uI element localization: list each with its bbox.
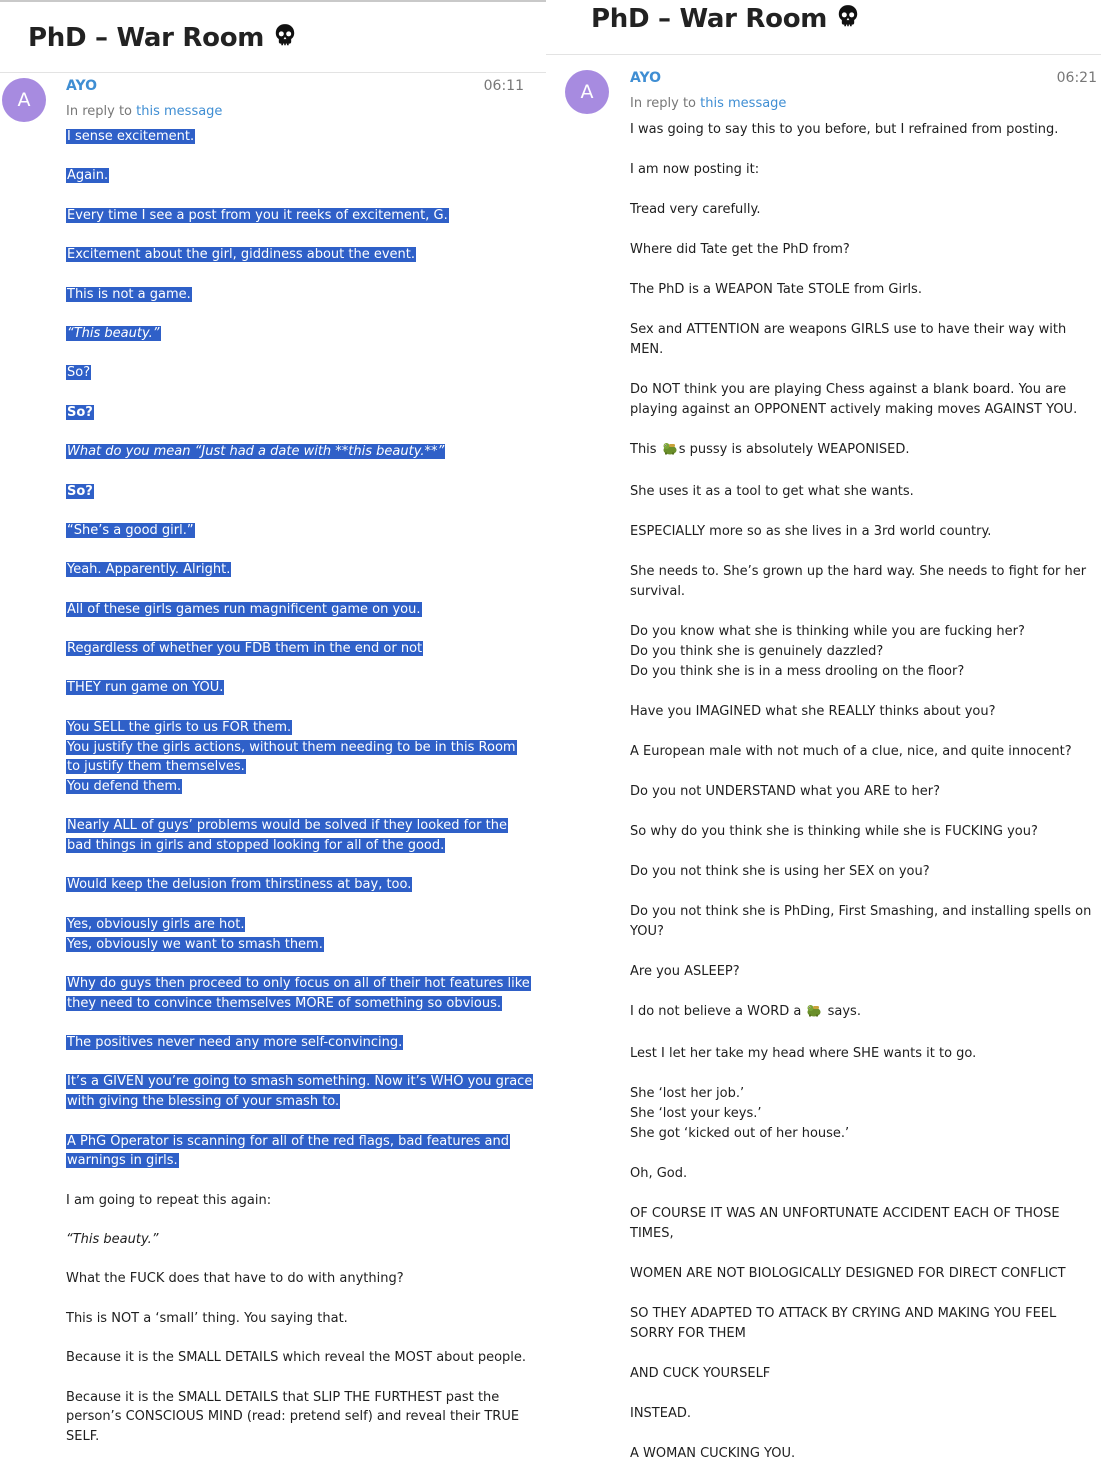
message-paragraph: [66, 403, 536, 423]
message-text: Because it is the SMALL DETAILS that SLIP THE FURTHEST past the person’s CONSCIOUS MIND (read: pretend self) and reveal their TRUE SELF.: [66, 1389, 520, 1444]
message-text: Where did Tate get the PhD from?: [630, 242, 850, 257]
message-text: Yeah. Apparently. Alright.: [67, 562, 231, 578]
message-text: This is not a game.: [67, 286, 191, 302]
chat-title-text: PhD – War Room: [591, 4, 828, 34]
message-paragraph: [66, 166, 536, 186]
message-text: ESPECIALLY more so as she lives in a 3rd world country.: [630, 524, 992, 539]
message-text: I do not believe a WORD a says.: [630, 1004, 861, 1019]
message-paragraph: [630, 1044, 1100, 1064]
avatar[interactable]: A: [565, 70, 609, 114]
message-paragraph: [630, 862, 1100, 882]
chat-header: [0, 2, 546, 73]
message-text: I am now posting it:: [630, 162, 760, 177]
message-text: I was going to say this to you before, but I refrained from posting.: [630, 122, 1059, 137]
message-text: Do you not think she is using her SEX on you?: [630, 864, 930, 879]
message-text: Yes, obviously girls are hot. Yes, obviously we want to smash them.: [67, 916, 323, 952]
message-paragraph: [630, 482, 1100, 502]
message-text: She needs to. She’s grown up the hard way. She needs to fight for her survival.: [630, 564, 1087, 599]
message-text: You SELL the girls to us FOR them. You justify the girls actions, without them needing to be in this Room to justify them themselves. You defend them.: [67, 719, 516, 794]
reply-prefix: In reply to: [630, 96, 697, 111]
message-paragraph: [630, 240, 1100, 260]
right-chat-panel: [546, 0, 1101, 1461]
message-text: Oh, God.: [630, 1166, 688, 1181]
message-text: This s pussy is absolutely WEAPONISED.: [630, 442, 910, 457]
message-text: The PhD is a WEAPON Tate STOLE from Girls.: [630, 282, 922, 297]
message-paragraph: [66, 363, 536, 383]
message-paragraph: [66, 816, 536, 855]
message-text: Lest I let her take my head where SHE wants it to go.: [630, 1046, 977, 1061]
message-paragraph: [66, 718, 536, 797]
message-timestamp: 06:11: [483, 78, 524, 94]
message-text: It’s a GIVEN you’re going to smash something. Now it’s WHO you grace with giving the blessing of your smash to.: [67, 1074, 533, 1110]
message-paragraph: [630, 562, 1100, 602]
message-text: I sense excitement.: [67, 129, 195, 144]
message-paragraph: [66, 442, 536, 462]
sender-name[interactable]: AYO: [630, 70, 662, 86]
left-chat-panel: [0, 0, 546, 1442]
message-paragraph: [66, 600, 536, 620]
message-text: Do NOT think you are playing Chess against a blank board. You are playing against an OPPONENT actively making moves AGAINST YOU.: [630, 382, 1078, 417]
message-body: [66, 127, 536, 1466]
message-text: Do you know what she is thinking while you are fucking her? Do you think she is genuinely dazzled? Do you think she is in a mess drooling on the floor?: [630, 624, 1025, 679]
message-text: AND CUCK YOURSELF: [630, 1366, 771, 1381]
message-paragraph: [66, 1309, 536, 1329]
message-text: “She’s a good girl.”: [67, 522, 194, 538]
message-text: So why do you think she is thinking while she is FUCKING you?: [630, 824, 1038, 839]
message-paragraph: [630, 1264, 1100, 1284]
message-text: Excitement about the girl, giddiness about the event.: [67, 247, 416, 263]
message-body: [630, 120, 1100, 1484]
message-paragraph: [630, 380, 1100, 420]
message-text: She ‘lost her job.’ She ‘lost your keys.’ She got ‘kicked out of her house.’: [630, 1086, 850, 1141]
message-text: “This beauty.”: [67, 325, 160, 341]
message-paragraph: [630, 822, 1100, 842]
message-paragraph: [630, 1002, 1100, 1024]
message-text: Nearly ALL of guys’ problems would be solved if they looked for the bad things in girls and stopped looking for all of the good.: [67, 818, 507, 854]
message-paragraph: [630, 1444, 1100, 1464]
message-paragraph: [66, 206, 536, 226]
message-paragraph: [630, 902, 1100, 942]
message-paragraph: [66, 1230, 536, 1250]
message-text: Why do guys then proceed to only focus on all of their hot features like they need to convince themselves MORE of something so obvious.: [67, 975, 530, 1011]
message-paragraph: [630, 320, 1100, 360]
message-paragraph: [66, 875, 536, 895]
message-text: Are you ASLEEP?: [630, 964, 740, 979]
message-text: Do you not think she is PhDing, First Smashing, and installing spells on YOU?: [630, 904, 1092, 939]
reply-prefix: In reply to: [66, 104, 133, 119]
message-paragraph: [630, 440, 1100, 462]
message-text: WOMEN ARE NOT BIOLOGICALLY DESIGNED FOR DIRECT CONFLICT: [630, 1266, 1066, 1281]
message-text: The positives never need any more self-convincing.: [67, 1035, 403, 1051]
message-text: Because it is the SMALL DETAILS which reveal the MOST about people.: [66, 1350, 527, 1366]
message-text: OF COURSE IT WAS AN UNFORTUNATE ACCIDENT EACH OF THOSE TIMES,: [630, 1206, 1060, 1241]
message-paragraph: [630, 280, 1100, 300]
green-creature-emoji-icon: [806, 1003, 822, 1024]
message-text: Have you IMAGINED what she REALLY thinks about you?: [630, 704, 996, 719]
message-paragraph: [66, 1132, 536, 1171]
message-paragraph: [66, 1388, 536, 1447]
message-paragraph: [66, 521, 536, 541]
message-paragraph: [66, 974, 536, 1013]
message-paragraph: [66, 482, 536, 502]
message-text: So?: [67, 483, 93, 499]
skull-icon: [272, 22, 298, 55]
message-paragraph: [630, 200, 1100, 220]
message-paragraph: [630, 1164, 1100, 1184]
green-creature-emoji-icon: [662, 441, 678, 462]
message-paragraph: [630, 1204, 1100, 1244]
message-paragraph: [630, 1304, 1100, 1344]
message-paragraph: [630, 1404, 1100, 1424]
message-text: SO THEY ADAPTED TO ATTACK BY CRYING AND MAKING YOU FEEL SORRY FOR THEM: [630, 1306, 1057, 1341]
reply-link[interactable]: this message: [700, 96, 787, 111]
message-text: THEY run game on YOU.: [67, 680, 224, 696]
message-timestamp: 06:21: [1056, 70, 1097, 86]
reply-link[interactable]: this message: [136, 104, 223, 119]
message-text: What do you mean “Just had a date with **this beauty.**”: [67, 444, 445, 460]
message-text: What the FUCK does that have to do with anything?: [66, 1271, 404, 1287]
message-paragraph: [66, 639, 536, 659]
message-text: This is NOT a ‘small’ thing. You saying that.: [66, 1310, 348, 1326]
chat-title: [591, 3, 861, 36]
message-paragraph: [66, 1072, 536, 1111]
reply-reference: [66, 104, 222, 119]
message-paragraph: [630, 160, 1100, 180]
message-text: Would keep the delusion from thirstiness at bay, too.: [67, 877, 412, 893]
reply-reference: [630, 96, 786, 111]
message-paragraph: [66, 245, 536, 265]
message-paragraph: [630, 702, 1100, 722]
message-text: Regardless of whether you FDB them in the end or not: [67, 641, 423, 657]
sender-name[interactable]: AYO: [66, 78, 98, 94]
message-text: “This beauty.”: [66, 1232, 159, 1247]
message-paragraph: [66, 324, 536, 344]
message-text: Tread very carefully.: [630, 202, 761, 217]
message-text: A PhG Operator is scanning for all of the red flags, bad features and warnings in girls.: [67, 1133, 509, 1169]
message-paragraph: [66, 1191, 536, 1211]
message-paragraph: [66, 1348, 536, 1368]
message-paragraph: [66, 1033, 536, 1053]
message-paragraph: [630, 622, 1100, 682]
chat-title: [28, 22, 298, 55]
message-paragraph: [630, 522, 1100, 542]
skull-icon: [835, 3, 861, 36]
message-paragraph: [630, 1364, 1100, 1384]
message-paragraph: [630, 742, 1100, 762]
message-text: A WOMAN CUCKING YOU.: [630, 1446, 796, 1461]
message-text: Again.: [67, 168, 109, 184]
message-text: So?: [67, 365, 91, 381]
message-text: INSTEAD.: [630, 1406, 692, 1421]
message-text: Do you not UNDERSTAND what you ARE to her?: [630, 784, 941, 799]
message-text: A European male with not much of a clue, nice, and quite innocent?: [630, 744, 1072, 759]
message-paragraph: [630, 782, 1100, 802]
message-paragraph: [66, 1269, 536, 1289]
chat-header: [546, 0, 1101, 55]
message-paragraph: [66, 915, 536, 954]
avatar[interactable]: A: [2, 78, 46, 122]
message-text: So?: [67, 404, 93, 420]
message-text: She uses it as a tool to get what she wants.: [630, 484, 914, 499]
message-text: I am going to repeat this again:: [66, 1192, 272, 1208]
message-paragraph: [66, 127, 536, 147]
message-text: Every time I see a post from you it reeks of excitement, G.: [67, 207, 448, 223]
message-text: Sex and ATTENTION are weapons GIRLS use to have their way with MEN.: [630, 322, 1067, 357]
chat-title-text: PhD – War Room: [28, 23, 265, 53]
message-paragraph: [66, 678, 536, 698]
message-paragraph: [630, 962, 1100, 982]
message-paragraph: [630, 120, 1100, 140]
message-text: All of these girls games run magnificent game on you.: [67, 601, 421, 617]
message-paragraph: [630, 1084, 1100, 1144]
message-paragraph: [66, 560, 536, 580]
message-paragraph: [66, 285, 536, 305]
